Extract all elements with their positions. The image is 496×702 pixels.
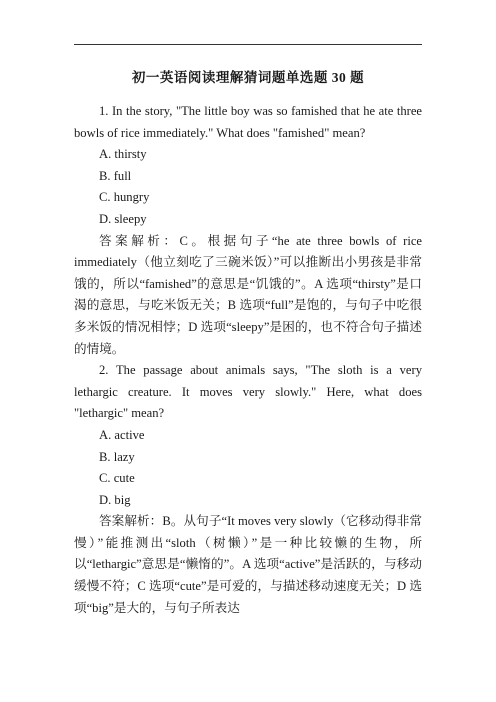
document-title: 初一英语阅读理解猜词题单选题 30 题 <box>131 70 365 85</box>
question-1-stem: 1. In the story, "The little boy was so famished that he ate three bowls of rice immediately." What does "famished" mean? <box>74 104 422 140</box>
question-2-answer: 答案解析：B。从句子“It moves very slowly（它移动得非常慢）”能推测出“sloth（树懒）”是一种比较懒的生物，所以“lethargic”意思是“懒惰的”。A 选项“active”是活跃的，与移动缓慢不符；C 选项“cute”是可爱的，与描述移动速度无关；D 选项“big”是大的，与句子所表达 <box>74 514 422 615</box>
question-1-option-c: C. hungry <box>99 190 150 205</box>
question-2-option-a: A. active <box>99 427 145 442</box>
question-2-option-c: C. cute <box>99 471 135 486</box>
question-1-option-b: B. full <box>99 168 132 183</box>
question-2-stem: 2. The passage about animals says, "The sloth is a very lethargic creature. It moves very slowly." Here, what does "lethargic" mean? <box>74 363 422 421</box>
document-body <box>74 101 422 619</box>
question-1-answer: 答案解析：C。根据句子“he ate three bowls of rice immediately（他立刻吃了三碗米饭）”可以推断出小男孩是非常饿的，所以“famished”的意思是“饥饿的”。A 选项“thirsty”是口渴的意思，与吃米饭无关；B 选项“full”是饱的，与句子中吃很多米饭的情况相悖；D 选项“sleepy”是困的，也不符合句子描述的情境。 <box>74 233 422 356</box>
question-1-option-d: D. sleepy <box>99 211 147 226</box>
question-2-option-b: B. lazy <box>99 449 135 464</box>
question-2-option-d: D. big <box>99 492 131 507</box>
header-rule <box>74 44 422 45</box>
question-1-option-a: A. thirsty <box>99 147 147 162</box>
